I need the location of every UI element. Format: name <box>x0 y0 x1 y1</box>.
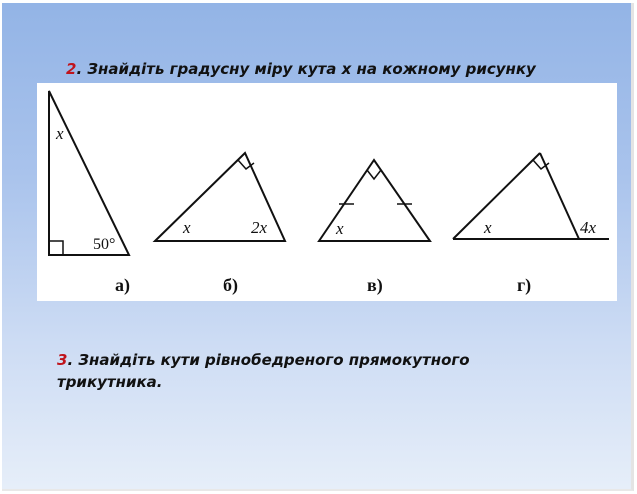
triangle-a <box>49 91 129 255</box>
caption-d: г) <box>517 275 532 295</box>
task-2-text: . Знайдіть градусну міру кута x на кожному рисунку <box>76 60 536 78</box>
caption-b: б) <box>223 275 238 295</box>
side-left-d <box>453 153 540 239</box>
right-angle-mark-a <box>49 241 63 255</box>
right-angle-mark-c <box>367 170 381 179</box>
task-3-text: . Знайдіть кути рівнобедреного прямокутного трикутника. <box>57 351 470 391</box>
caption-c: в) <box>367 275 383 295</box>
triangles-drawing <box>37 83 617 301</box>
slide-background <box>2 3 634 491</box>
task-3-heading <box>57 349 577 393</box>
caption-a: а) <box>115 275 130 295</box>
angle-label-d-4x: 4x <box>580 218 597 237</box>
angle-label-c-x: x <box>336 219 344 238</box>
task-2-number: 2 <box>66 60 77 78</box>
angle-label-d-x: x <box>484 218 492 237</box>
angle-label-b-x: x <box>183 218 191 237</box>
angle-label-b-2x: 2x <box>251 218 268 237</box>
task-3-number: 3 <box>57 351 68 369</box>
angle-label-a-50: 50° <box>93 236 116 253</box>
angle-label-a-x: x <box>56 124 64 143</box>
figures-panel <box>37 83 617 301</box>
task-2-heading <box>66 58 536 80</box>
